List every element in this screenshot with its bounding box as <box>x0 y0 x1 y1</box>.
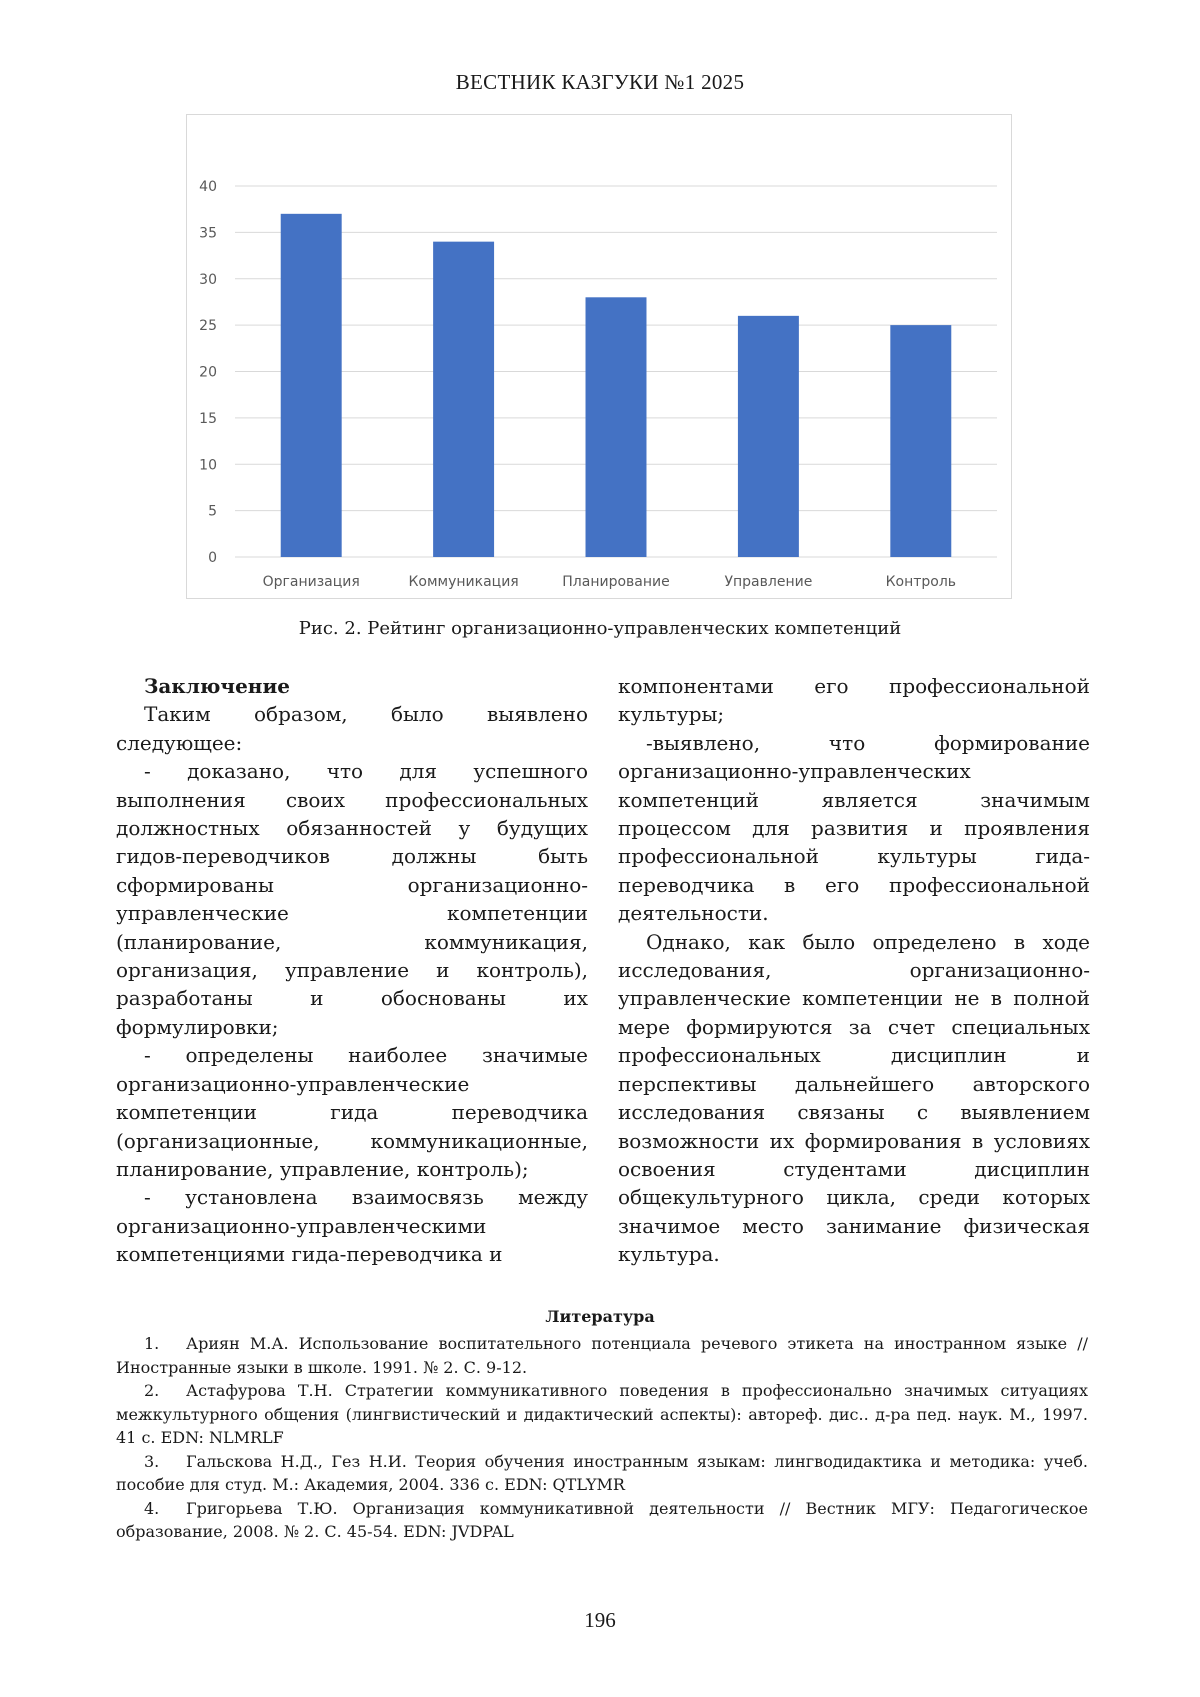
conclusion-left-column <box>116 672 588 1269</box>
reference-number: 4. <box>144 1498 160 1518</box>
x-category-label: Коммуникация <box>408 574 519 590</box>
bar <box>281 214 342 557</box>
journal-header: ВЕСТНИК КАЗГУКИ №1 2025 <box>455 70 745 94</box>
reference-item <box>116 1332 1088 1379</box>
reference-number: 3. <box>144 1451 160 1471</box>
references-list <box>116 1332 1088 1544</box>
reference-text: Григорьева Т.Ю. Организация коммуникативной деятельности // Вестник МГУ: Педагогическое образование, 2008. № 2. С. 45-54. EDN: JVDPAL <box>116 1498 1088 1541</box>
conclusion-point-2: - определены наиболее значимые организационно-управленческие компетенции гида переводчика (организационные, коммуникационные, планирование, управление, контроль); <box>116 1043 588 1181</box>
reference-text: Ариян М.А. Использование воспитательного потенциала речевого этикета на иностранном языке // Иностранные языки в школе. 1991. № 2. С. 9-12. <box>116 1334 1088 1377</box>
bar-chart <box>186 114 1012 599</box>
y-tick-label: 35 <box>199 225 217 242</box>
reference-text: Астафурова Т.Н. Стратегии коммуникативного поведения в профессионально значимых ситуациях межкультурного общения (лингвистический и дидактический аспекты): автореф. дис.. д-ра пед. наук. М., 1997. 41 с. EDN: NLMRLF <box>116 1381 1088 1447</box>
x-category-label: Организация <box>262 574 360 590</box>
reference-number: 1. <box>144 1334 160 1353</box>
reference-item <box>116 1379 1088 1450</box>
x-category-label: Планирование <box>562 574 670 590</box>
y-tick-label: 5 <box>208 503 217 520</box>
y-tick-label: 15 <box>199 410 217 427</box>
bar <box>586 297 647 557</box>
conclusion-point-4: -выявлено, что формирование организационно-управленческих компетенций является значимым процессом для развития и проявления профессиональной культуры гида-переводчика в его профессиональной деятельности. <box>618 730 1090 926</box>
chart-svg <box>187 115 1011 598</box>
conclusion-point-1: - доказано, что для успешного выполнения своих профессиональных должностных обязанностей у будущих гидов-переводчиков должны быть сформированы организационно-управленческие компетенции (планирование, коммуникация, организация, управление и контроль), разработаны и обоснованы их формулировки; <box>116 759 588 1039</box>
reference-text: Гальскова Н.Д., Гез Н.И. Теория обучения иностранным языкам: лингводидактика и методика: учеб. пособие для студ. М.: Академия, 2004. 336 с. EDN: QTLYMR <box>116 1451 1088 1494</box>
conclusion-heading: Заключение <box>144 674 290 698</box>
y-tick-label: 20 <box>199 364 217 381</box>
reference-number: 2. <box>144 1381 160 1400</box>
reference-item <box>116 1497 1088 1544</box>
y-tick-label: 30 <box>199 271 217 288</box>
reference-item <box>116 1450 1088 1497</box>
conclusion-continuation: компонентами его профессиональной культуры; <box>618 674 1090 727</box>
figure-caption: Рис. 2. Рейтинг организационно-управленческих компетенций <box>298 618 902 639</box>
y-tick-label: 10 <box>199 457 217 474</box>
references-title: Литература <box>545 1307 655 1326</box>
bar <box>433 242 494 557</box>
y-tick-label: 40 <box>199 179 217 195</box>
page-number: 196 <box>584 1608 616 1632</box>
conclusion-right-column <box>618 672 1090 1269</box>
conclusion-intro: Таким образом, было выявлено следующее: <box>116 702 588 755</box>
y-tick-label: 25 <box>199 318 217 335</box>
bar <box>738 316 799 557</box>
x-category-label: Контроль <box>885 574 957 590</box>
y-tick-label: 0 <box>208 550 217 566</box>
bar <box>890 325 951 557</box>
x-category-label: Управление <box>724 574 813 590</box>
conclusion-final-paragraph: Однако, как было определено в ходе исследования, организационно-управленческие компетенции не в полной мере формируются за счет специальных профессиональных дисциплин и перспективы дальнейшего авторского исследования связаны с выявлением возможности их формирования в условиях освоения студентами дисциплин общекультурного цикла, среди которых значимое место занимание физическая культура. <box>618 929 1090 1267</box>
conclusion-point-3: - установлена взаимосвязь между организационно-управленческими компетенциями гида-переводчика и <box>116 1185 588 1267</box>
